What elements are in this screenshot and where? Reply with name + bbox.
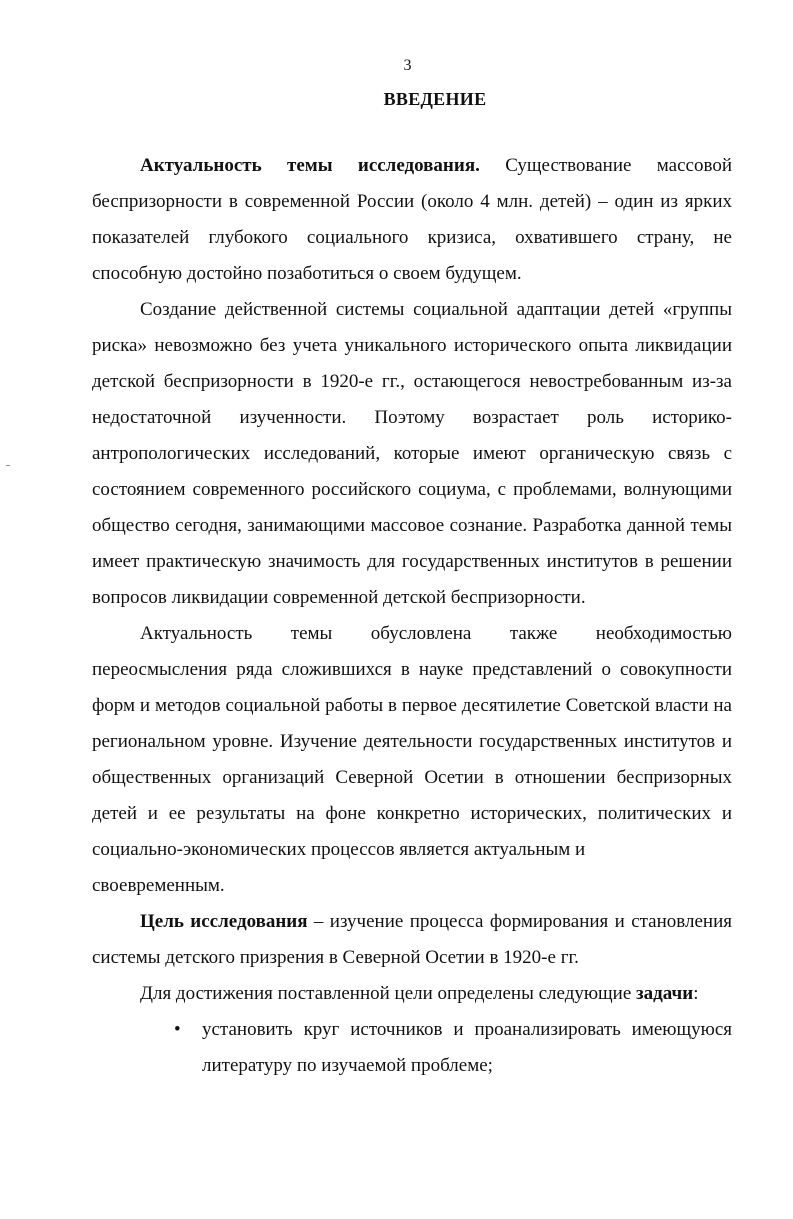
relevance-text: Существование массовой беспризорности в современной России (около 4 млн. детей) – один из ярких показателей глубокого социального кризиса, охватившего страну, не способную достойно позаботиться о своем будущем. [92, 155, 732, 284]
list-item [92, 1012, 732, 1084]
bullet-icon: • [174, 1019, 181, 1040]
paragraph-reconsideration: Актуальность темы обусловлена также необходимостью переосмысления ряда сложившихся в науке представлений о совокупности форм и методов социальной работы в первое десятилетие Советской власти на региональном уровне. Изучение деятельности государственных институтов и общественных организаций Северной Осетии в отношении беспризорных детей и ее результаты на фоне конкретно исторических, политических и социально-экономических процессов является актуальным и [92, 623, 732, 860]
body-text [92, 148, 732, 1084]
relevance-heading: Актуальность темы исследования. [140, 155, 480, 176]
paragraph-reconsideration-tail: своевременным. [92, 875, 225, 896]
goal-heading: Цель исследования [140, 911, 308, 932]
tasks-word: задачи [636, 983, 694, 1004]
paragraph-adaptation: Создание действенной системы социальной адаптации детей «группы риска» невозможно без учета уникального исторического опыта ликвидации детской беспризорности в 1920-е гг., остающегося невостребованным из-за недостаточной изученности. Поэтому возрастает роль историко-антропологических исследований, которые имеют органическую связь с состоянием современного российского социума, с проблемами, волнующими общество сегодня, занимающими массовое сознание. Разработка данной темы имеет практическую значимость для государственных институтов в решении вопросов ликвидации современной детской беспризорности. [92, 299, 732, 608]
task-text: установить круг источников и проанализировать имеющуюся литературу по изучаемой проблеме; [202, 1019, 732, 1076]
tasks-intro-text: Для достижения поставленной цели определены следующие [140, 983, 637, 1004]
page-number: 3 [403, 57, 412, 74]
section-title: ВВЕДЕНИЕ [383, 89, 487, 109]
goal-text: – изучение процесса формирования и становления системы детского призрения в Северной Осетии в 1920-е гг. [92, 911, 732, 968]
paragraph-relevance [92, 148, 732, 292]
tasks-list [92, 1012, 732, 1084]
paragraph-goal [92, 904, 732, 976]
tasks-colon: : [693, 983, 699, 1004]
margin-mark [6, 465, 10, 466]
paragraph-tasks-intro [92, 976, 732, 1012]
